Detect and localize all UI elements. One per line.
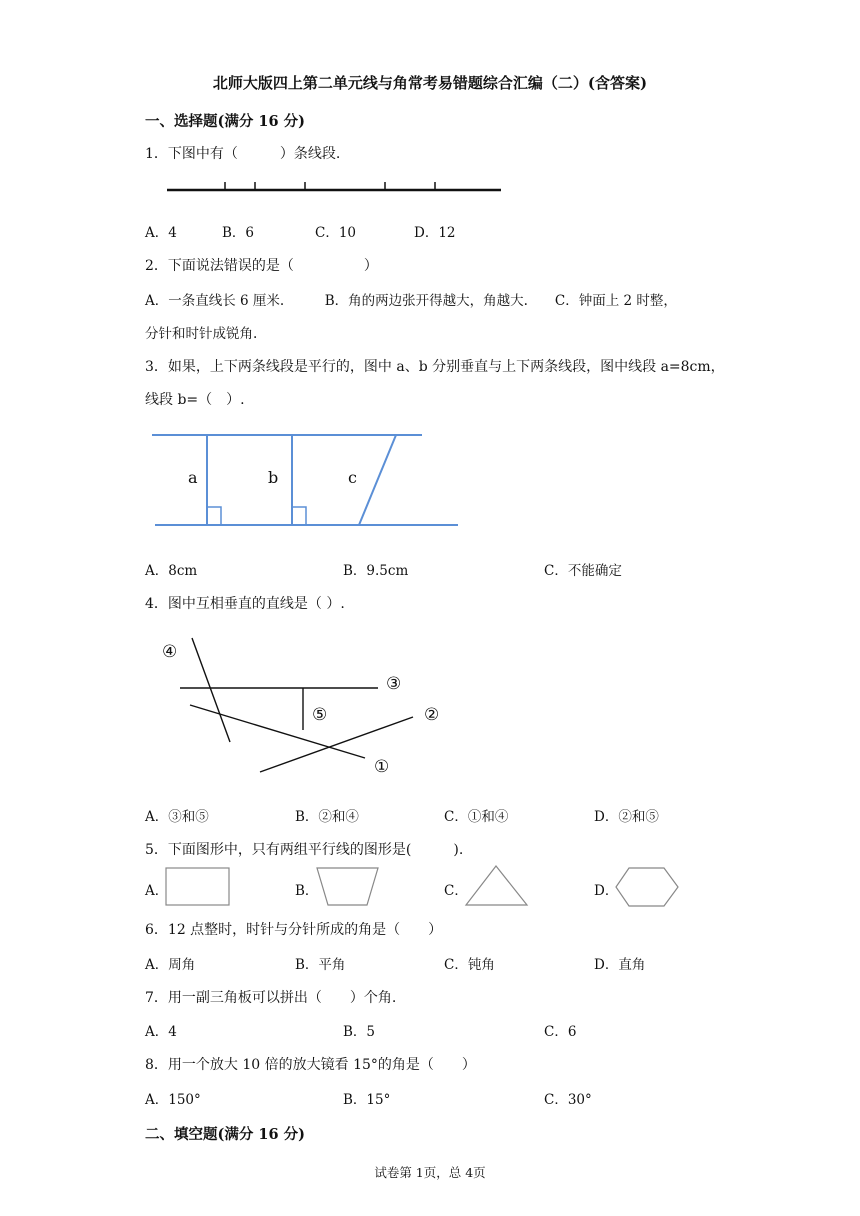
question-8-stem: 8．用一个放大 10 倍的放大镜看 15°的角是（ ） <box>145 1057 476 1073</box>
question-6-stem: 6．12 点整时，时针与分针所成的角是（ ） <box>145 922 443 938</box>
question-3-stem-continued: 线段 b=（ ）. <box>145 392 245 408</box>
question-1-option-d: D．12 <box>414 225 456 241</box>
question-2-options-continuation: 分针和时针成锐角. <box>145 326 258 342</box>
figure-label-b: b <box>268 468 279 487</box>
question-3-option-a: A．8cm <box>145 563 198 579</box>
line-label-2: ② <box>424 705 440 725</box>
question-4-option-c: C．①和④ <box>444 809 509 825</box>
question-6-option-c: C．钝角 <box>444 957 495 973</box>
question-4-intersecting-lines-figure <box>150 630 450 780</box>
line-label-1: ① <box>374 757 390 777</box>
question-6-option-a: A．周角 <box>145 957 196 973</box>
question-5-option-c: C． <box>444 883 468 899</box>
line-label-3: ③ <box>386 674 402 694</box>
question-8-option-c: C．30° <box>544 1092 592 1108</box>
question-2-stem: 2．下面说法错误的是（ ） <box>145 258 378 274</box>
question-3-stem: 3．如果，上下两条线段是平行的，图中 a、b 分别垂直与上下两条线段，图中线段 a=8cm， <box>145 359 725 375</box>
question-2-options-line: A．一条直线长 6 厘米. B．角的两边张开得越大，角越大. C．钟面上 2 时整， <box>145 293 677 309</box>
question-3-option-c: C．不能确定 <box>544 563 622 579</box>
question-4-stem: 4．图中互相垂直的直线是（ ）. <box>145 596 345 612</box>
section-heading-fill-blank: 二、填空题(满分 16 分) <box>145 1126 305 1143</box>
hexagon-shape <box>614 866 680 908</box>
figure-label-a: a <box>188 468 198 487</box>
question-6-option-d: D．直角 <box>594 957 646 973</box>
triangle-shape <box>464 864 530 908</box>
trapezoid-shape <box>315 866 381 908</box>
question-4-option-d: D．②和⑤ <box>594 809 659 825</box>
figure-label-c: c <box>348 468 357 487</box>
question-5-option-b: B． <box>295 883 319 899</box>
section-heading-choice: 一、选择题(满分 16 分) <box>145 113 305 130</box>
question-5-option-d: D． <box>594 883 619 899</box>
question-6-option-b: B．平角 <box>295 957 346 973</box>
document-title: 北师大版四上第二单元线与角常考易错题综合汇编（二）(含答案) <box>212 74 648 92</box>
line-label-5: ⑤ <box>312 705 328 725</box>
question-8-option-b: B．15° <box>343 1092 391 1108</box>
question-7-option-b: B．5 <box>343 1024 376 1040</box>
rectangle-shape <box>165 866 231 908</box>
question-1-option-c: C．10 <box>315 225 357 241</box>
question-1-line-figure <box>165 180 505 194</box>
page-footer: 试卷第 1页，总 4页 <box>374 1165 486 1180</box>
question-7-stem: 7．用一副三角板可以拼出（ ）个角. <box>145 990 397 1006</box>
question-5-option-a: A． <box>145 883 169 899</box>
question-1-stem: 1．下图中有（ ）条线段. <box>145 146 341 162</box>
question-1-option-b: B．6 <box>222 225 255 241</box>
question-1-option-a: A．4 <box>145 225 177 241</box>
question-4-option-a: A．③和⑤ <box>145 809 209 825</box>
question-8-option-a: A．150° <box>145 1092 201 1108</box>
question-7-option-c: C．6 <box>544 1024 577 1040</box>
question-7-option-a: A．4 <box>145 1024 177 1040</box>
question-3-option-b: B．9.5cm <box>343 563 409 579</box>
question-4-option-b: B．②和④ <box>295 809 359 825</box>
question-5-stem: 5．下面图形中，只有两组平行线的图形是( ). <box>145 842 464 858</box>
line-label-4: ④ <box>162 642 178 662</box>
